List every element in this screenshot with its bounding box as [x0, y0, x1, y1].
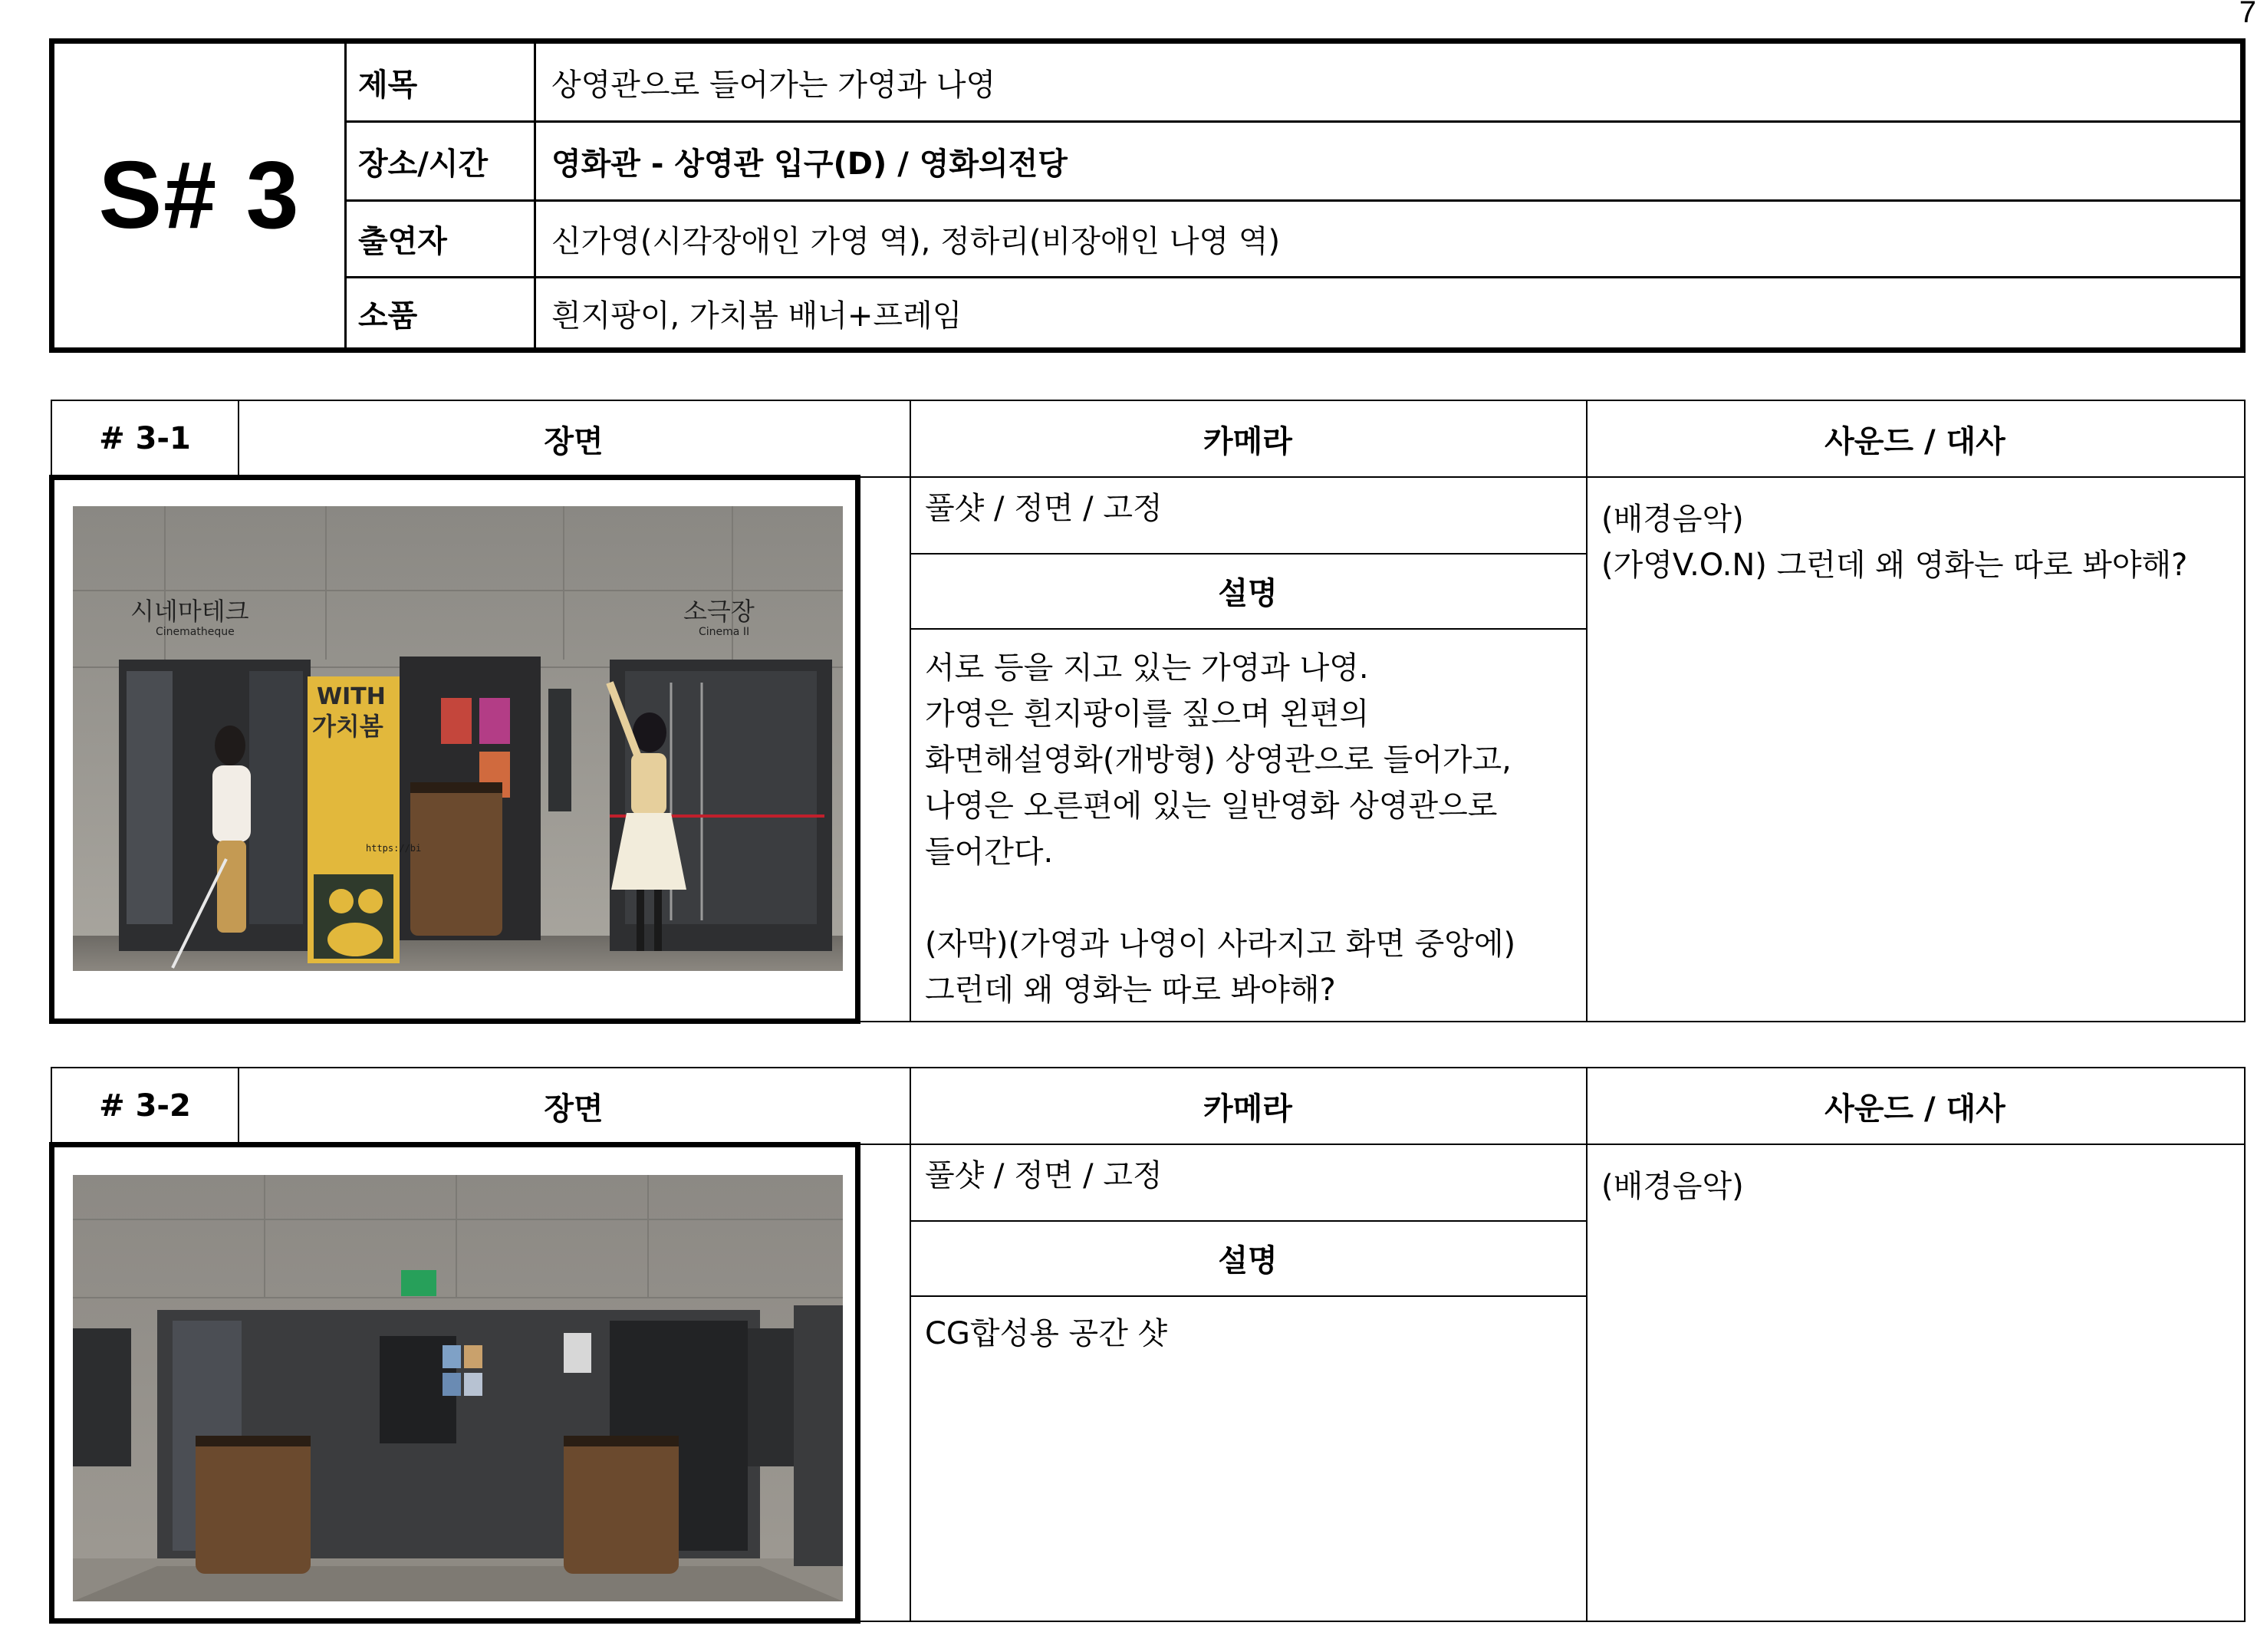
divider	[238, 1068, 239, 1144]
sign-cinematheque-sub: Cinematheque	[156, 626, 235, 638]
photo-illustration	[73, 506, 843, 971]
sound-text: (배경음악) (가영V.O.N) 그런데 왜 영화는 따로 봐야해?	[1601, 502, 2188, 583]
sound-column-header: 사운드 / 대사	[1824, 423, 2005, 459]
props-label: 소품	[344, 278, 536, 347]
scene-header-table	[49, 38, 2246, 353]
title-value: 상영관으로 들어가는 가영과 나영	[551, 67, 996, 103]
description-label: 설명	[1218, 575, 1278, 611]
banner-with: WITH	[317, 683, 386, 710]
cast-label: 출연자	[344, 202, 536, 276]
camera-value: 풀샷 / 정면 / 고정	[925, 1158, 1163, 1193]
description-label: 설명	[1218, 1242, 1278, 1278]
sound-column-header: 사운드 / 대사	[1824, 1091, 2005, 1127]
description-text: 서로 등을 지고 있는 가영과 나영. 가영은 흰지팡이를 짚으며 왼편의 화면해설영화(개방형) 상영관으로 들어가고, 나영은 오른편에 있는 일반영화 상영관으로 들어간다. (자막)(가영과 나영이 사라지고 화면 중앙에) 그런데 왜 영화는 따로 봐야해?	[925, 650, 1516, 1008]
shot-id: # 3-1	[99, 421, 191, 456]
photo-illustration	[73, 1175, 843, 1601]
props-value: 흰지팡이, 가치봄 배너+프레임	[551, 298, 962, 334]
scene-number: S# 3	[98, 143, 301, 248]
scene-number-cell	[54, 44, 347, 347]
banner-title: 가치봄	[312, 712, 383, 741]
camera-value: 풀샷 / 정면 / 고정	[925, 491, 1163, 526]
scene-column-header: 장면	[544, 423, 604, 459]
sign-cinema-ii: 소극장	[683, 597, 755, 626]
scene-photo-theater-entrances	[73, 506, 843, 971]
scene-image-frame	[49, 1142, 860, 1624]
scene-image-frame	[49, 475, 860, 1024]
location-value: 영화관 - 상영관 입구(D) / 영화의전당	[551, 146, 1068, 182]
camera-column-header: 카메라	[1203, 423, 1292, 459]
scene-column-header: 장면	[544, 1091, 604, 1127]
page-number: 7	[2239, 0, 2256, 29]
title-label: 제목	[344, 44, 536, 120]
divider	[910, 1295, 1586, 1297]
banner-link: https://bi	[366, 843, 422, 854]
sign-cinematheque: 시네마테크	[130, 597, 249, 626]
divider	[1586, 1068, 1588, 1621]
divider	[1586, 401, 1588, 1021]
divider	[910, 1068, 911, 1621]
divider	[238, 401, 239, 476]
description-text: CG합성용 공간 샷	[925, 1316, 1168, 1351]
cast-value: 신가영(시각장애인 가영 역), 정하리(비장애인 나영 역)	[551, 224, 1281, 259]
divider	[910, 401, 911, 1021]
sign-cinema-ii-sub: Cinema II	[699, 626, 750, 638]
camera-column-header: 카메라	[1203, 1091, 1292, 1127]
sound-text: (배경음악)	[1601, 1169, 1744, 1204]
scene-photo-empty-lobby	[73, 1175, 843, 1601]
shot-id: # 3-2	[99, 1088, 191, 1124]
divider	[910, 628, 1586, 630]
location-label: 장소/시간	[344, 123, 536, 199]
